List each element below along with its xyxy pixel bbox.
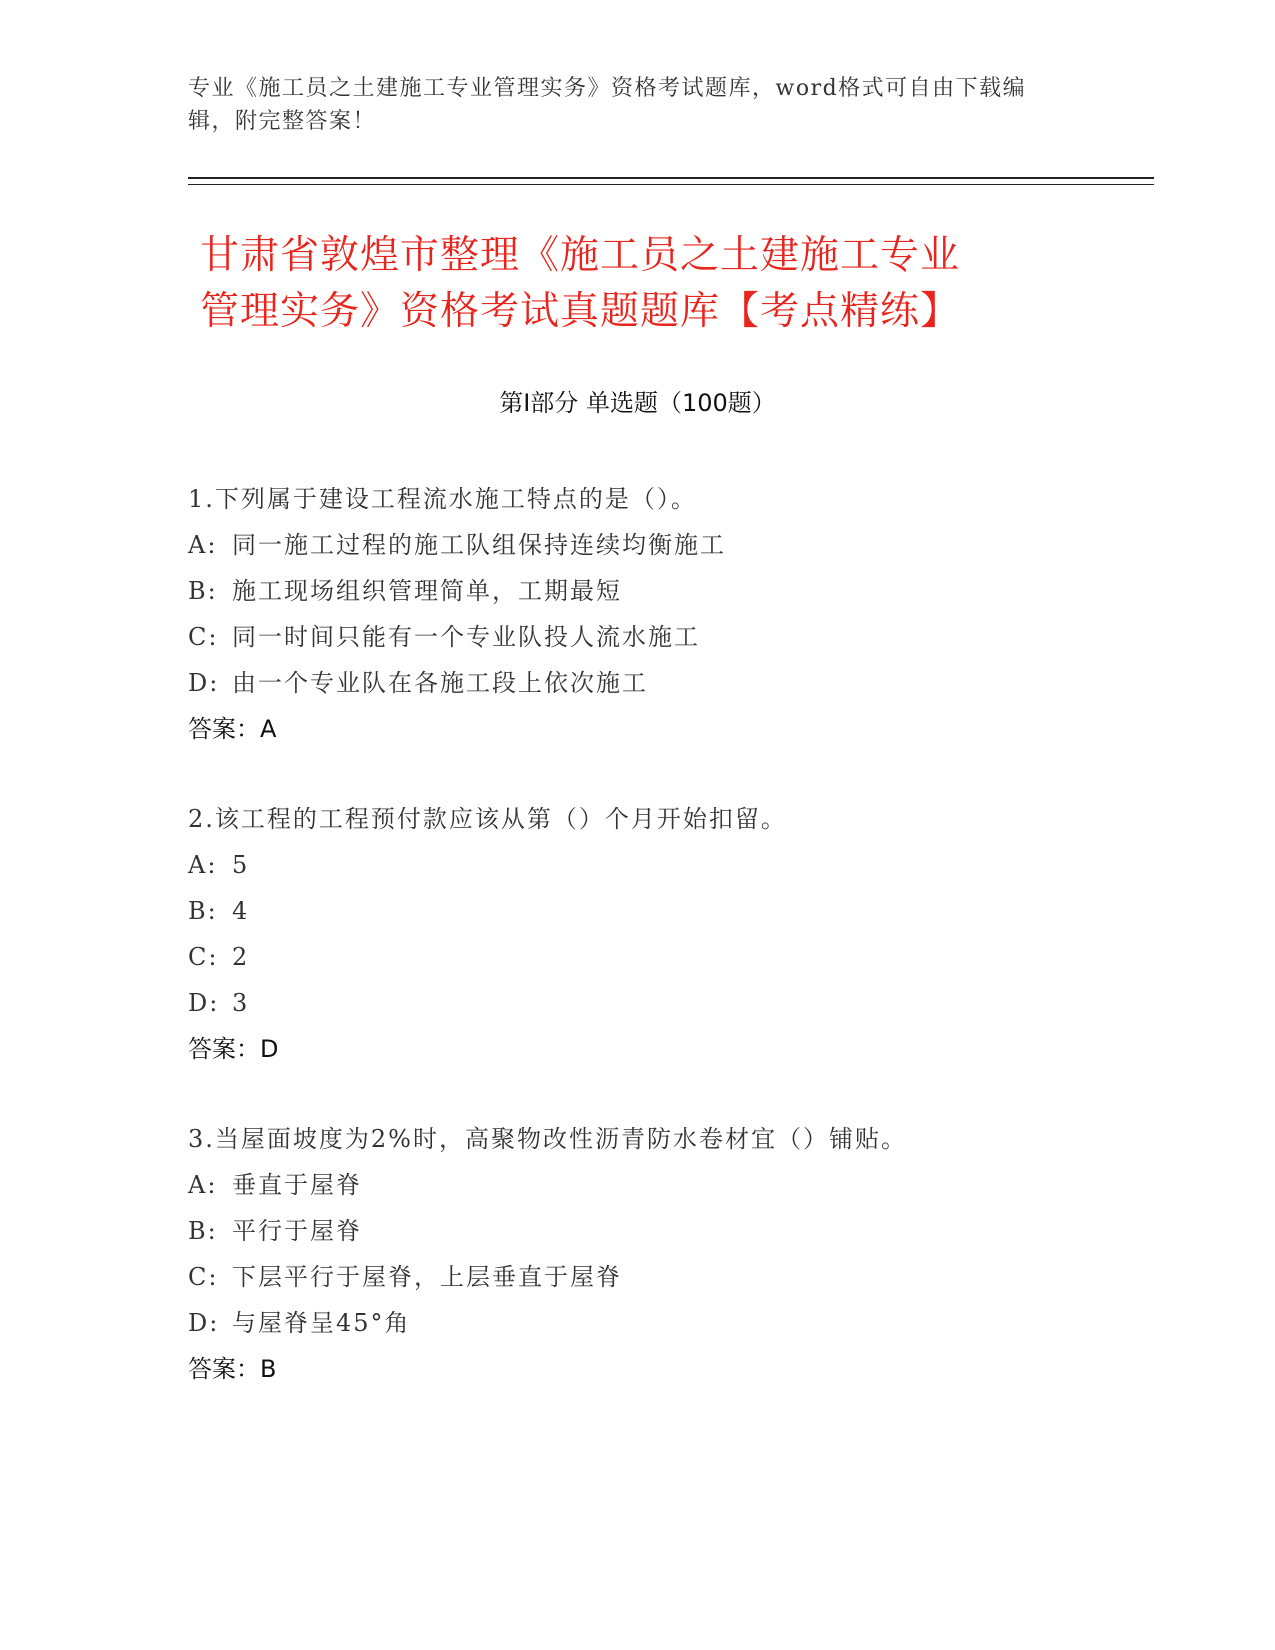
question-stem: 2.该工程的工程预付款应该从第（）个月开始扣留。 xyxy=(188,805,787,833)
option-a xyxy=(188,842,1154,888)
document-title xyxy=(200,228,1100,340)
option-key: D: xyxy=(188,669,220,697)
option-text: 3 xyxy=(232,989,250,1017)
option-text: 与屋脊呈45°角 xyxy=(232,1309,411,1337)
option-b xyxy=(188,568,1154,614)
option-text: 垂直于屋脊 xyxy=(232,1171,362,1199)
header-divider-thin xyxy=(188,184,1154,185)
option-c xyxy=(188,614,1154,660)
option-text: 2 xyxy=(232,943,250,971)
answer-label: 答案： xyxy=(188,1355,260,1383)
question-2 xyxy=(188,796,1154,1072)
answer-line xyxy=(188,706,1154,752)
header-note: 专业《施工员之土建施工专业管理实务》资格考试题库，word格式可自由下载编辑，附完整答案！ xyxy=(188,76,1027,134)
option-d xyxy=(188,980,1154,1026)
answer-label: 答案： xyxy=(188,715,260,743)
option-key: A: xyxy=(188,1171,218,1199)
option-text: 施工现场组织管理简单，工期最短 xyxy=(232,577,622,605)
option-key: B: xyxy=(188,897,218,925)
option-text: 同一时间只能有一个专业队投人流水施工 xyxy=(232,623,700,651)
option-key: A: xyxy=(188,531,218,559)
option-a xyxy=(188,1162,1154,1208)
option-key: B: xyxy=(188,577,218,605)
answer-line xyxy=(188,1346,1154,1392)
option-b xyxy=(188,888,1154,934)
header-divider-thick xyxy=(188,177,1154,179)
section-title: 第I部分 单选题（100题） xyxy=(499,389,776,417)
option-a xyxy=(188,522,1154,568)
answer-value: B xyxy=(260,1355,277,1383)
option-key: D: xyxy=(188,1309,220,1337)
option-text: 同一施工过程的施工队组保持连续均衡施工 xyxy=(232,531,726,559)
option-text: 由一个专业队在各施工段上依次施工 xyxy=(232,669,648,697)
answer-value: D xyxy=(260,1035,279,1063)
answer-line xyxy=(188,1026,1154,1072)
option-key: C: xyxy=(188,1263,219,1291)
question-stem: 1.下列属于建设工程流水施工特点的是（）。 xyxy=(188,485,697,513)
option-d xyxy=(188,1300,1154,1346)
question-stem: 3.当屋面坡度为2%时，高聚物改性沥青防水卷材宜（）铺贴。 xyxy=(188,1125,907,1153)
question-list xyxy=(188,476,1154,1436)
option-text: 5 xyxy=(232,851,250,879)
document-title-line-1: 甘肃省敦煌市整理《施工员之土建施工专业 xyxy=(200,233,961,278)
option-c xyxy=(188,1254,1154,1300)
option-key: A: xyxy=(188,851,218,879)
option-key: B: xyxy=(188,1217,218,1245)
option-key: C: xyxy=(188,943,219,971)
option-text: 平行于屋脊 xyxy=(232,1217,362,1245)
option-c xyxy=(188,934,1154,980)
question-3 xyxy=(188,1116,1154,1392)
option-key: C: xyxy=(188,623,219,651)
question-1 xyxy=(188,476,1154,752)
option-d xyxy=(188,660,1154,706)
option-text: 下层平行于屋脊，上层垂直于屋脊 xyxy=(232,1263,622,1291)
option-key: D: xyxy=(188,989,220,1017)
option-b xyxy=(188,1208,1154,1254)
document-title-line-2: 管理实务》资格考试真题题库【考点精练】 xyxy=(200,289,961,334)
answer-value: A xyxy=(260,715,277,743)
answer-label: 答案： xyxy=(188,1035,260,1063)
option-text: 4 xyxy=(232,897,250,925)
